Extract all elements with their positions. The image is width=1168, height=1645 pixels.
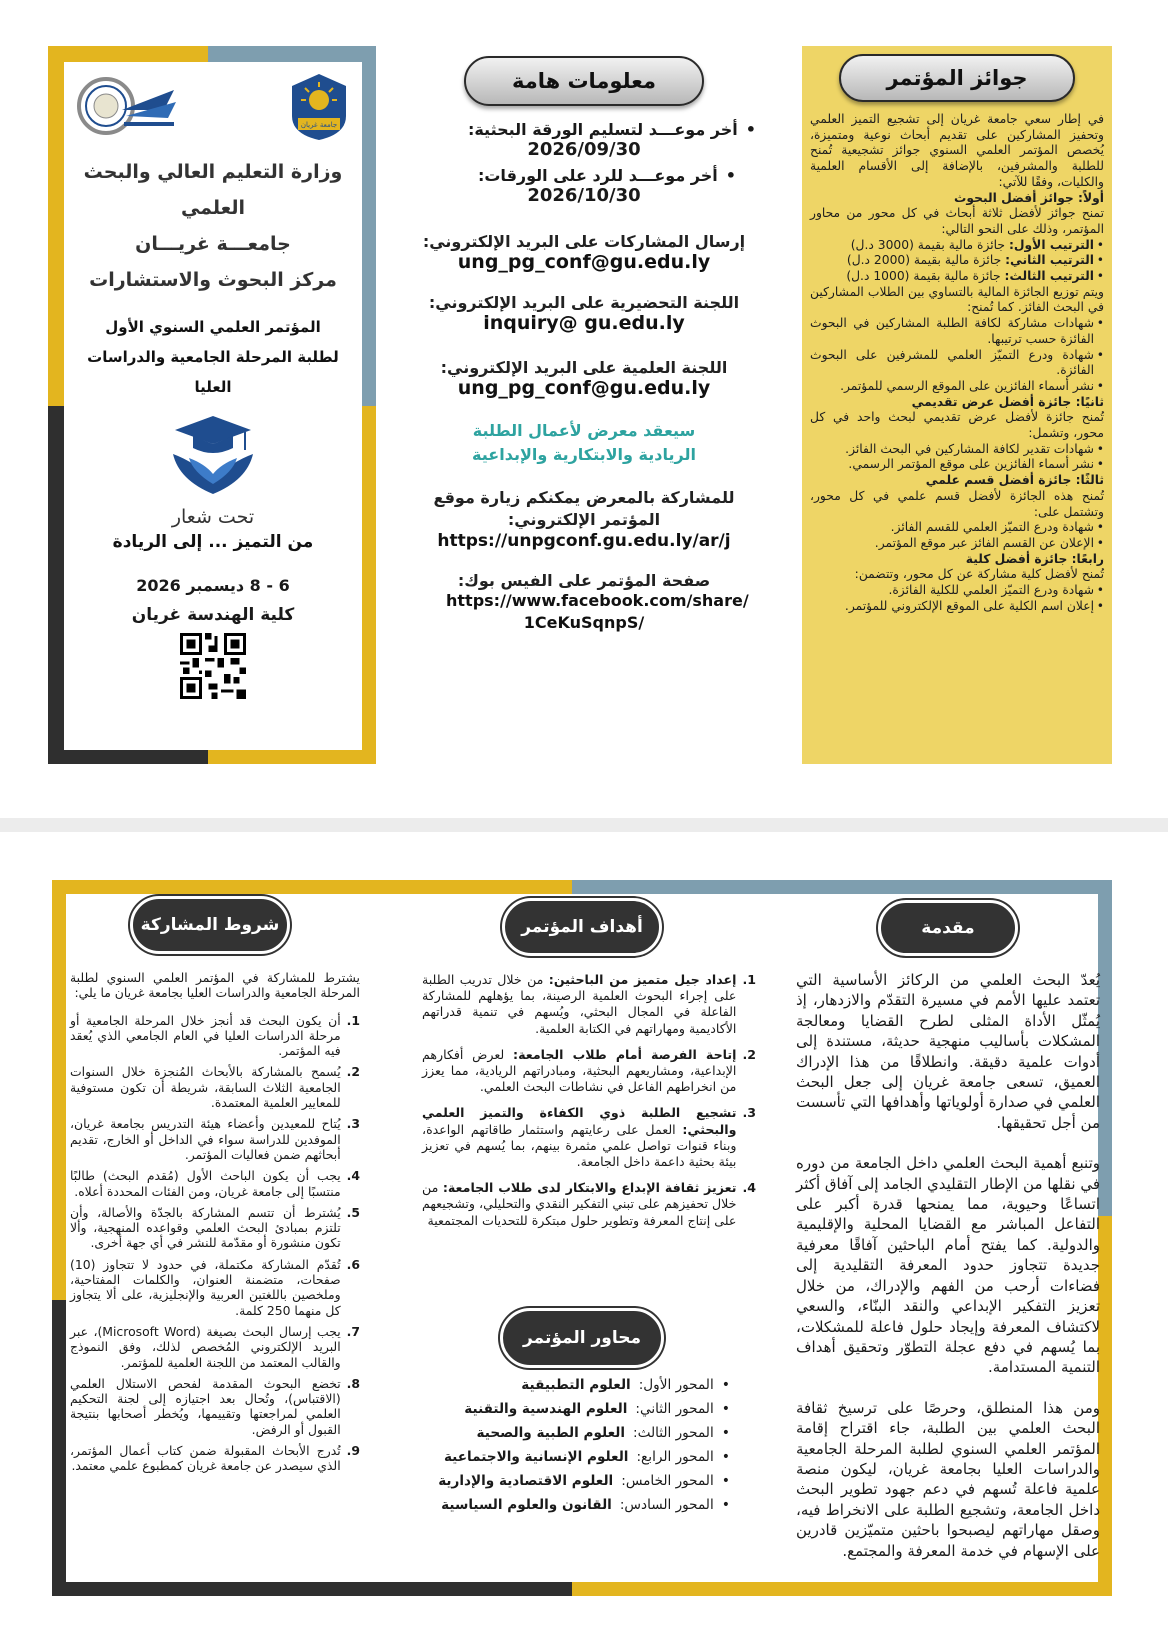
axis-item-1: • المحور الأول: العلوم التطبيقية bbox=[521, 1377, 730, 1393]
frame-gold-bottom bbox=[572, 1582, 1112, 1596]
frame-gold-top bbox=[48, 46, 208, 62]
deadline-1-label: أخر موعـــد لتسليم الورقة البحثية: bbox=[467, 120, 738, 139]
qr-code-icon[interactable] bbox=[180, 633, 246, 699]
awards-title: جوائز المؤتمر bbox=[839, 54, 1075, 102]
award-1-benefits bbox=[810, 316, 1104, 395]
facebook-label: صفحة المؤتمر على الفيس بوك: bbox=[457, 571, 711, 590]
list-item: • إعلان اسم الكلية على الموقع الإلكتروني للمؤتمر. bbox=[810, 599, 1104, 615]
frame-dark-left bbox=[48, 406, 64, 764]
scientific-committee-block bbox=[412, 358, 756, 399]
conditions-title: شروط المشاركة bbox=[130, 896, 290, 954]
deadline-2-label: أخر موعـــد للرد على الورقات: bbox=[477, 166, 718, 185]
conference-venue: كلية الهندسة غريان bbox=[131, 605, 295, 625]
slogan-label: تحت شعار bbox=[171, 506, 255, 528]
goal-item-3: 3. تشجيع الطلبة ذوي الكفاءة والتميز العلمي والبحثي: العمل على رعايتهم واستثمار طاقاتهم الواعدة، وبناء قنوات تواصل علمي مثمرة بينهم، بما يُسهم في تعزيز بيئة بحثية داعمة داخل الجامعة. bbox=[422, 1105, 756, 1170]
award-2-benefits bbox=[810, 442, 1104, 473]
list-item: • نشر أسماء الفائزين على موقع المؤتمر الرسمي. bbox=[810, 457, 1104, 473]
brochure-outer-sheet bbox=[0, 0, 1168, 818]
conference-title: المؤتمر العلمي السنوي الأول bbox=[105, 318, 321, 336]
award-1-title: أولاً: جوائز أفضل البحوث bbox=[954, 190, 1104, 205]
goals-list bbox=[422, 972, 756, 1239]
frame-gold-right bbox=[1098, 1216, 1112, 1596]
introduction-title: مقدمة bbox=[878, 900, 1018, 956]
website-label: للمشاركة بالمعرض يمكنكم زيارة موقع المؤتمر الإلكتروني: bbox=[433, 488, 735, 529]
awards-body bbox=[810, 112, 1104, 615]
frame-gold-left bbox=[52, 880, 66, 1300]
prep-committee-block bbox=[412, 293, 756, 334]
axes-title: محاور المؤتمر bbox=[500, 1308, 664, 1368]
awards-panel bbox=[802, 46, 1112, 764]
goal-item-4: 4. تعزيز ثقافة الإبداع والابتكار لدى طلاب الجامعة: من خلال تحفيزهم على تبني التفكير النقدي والتحليلي، وتشجيعهم على إنتاج المعرفة وتطوير حلول مبتكرة للتحديات المجتمعية bbox=[422, 1180, 756, 1228]
university-shield-logo bbox=[288, 72, 350, 142]
deadline-2: • أخر موعـــد للرد على الورقات: 2026/10/30 bbox=[412, 166, 756, 206]
axis-item-6: • المحور السادس: القانون والعلوم السياسية bbox=[441, 1497, 730, 1513]
goal-item-2: 2. إتاحة الفرصة أمام طلاب الجامعة: لعرض أفكارهم الإبداعية، ومشاريعهم البحثية، ومبادراتهم الريادية، مما يعزز من انخراطهم الفاعل في نشاطات البحث العلمي. bbox=[422, 1046, 756, 1095]
submission-email-block bbox=[412, 232, 756, 273]
axis-item-3: • المحور الثالث: العلوم الطبية والصحية bbox=[476, 1425, 730, 1441]
slogan-text: من التميز ... إلى الريادة bbox=[112, 532, 314, 552]
list-item: • شهادات تقدير لكافة المشاركين في البحث الفائز. bbox=[810, 442, 1104, 458]
frame-gold-left bbox=[48, 46, 64, 406]
award-3-title: ثالثًا: جائزة أفضل قسم علمي bbox=[925, 473, 1104, 488]
condition-item-8: 8. تخضع البحوث المقدمة لفحص الاستلال العلمي (الاقتباس)، وتُحال بعد اجتيازه إلى لجنة التحكيم العلمي لمراجعتها وتقييمها، ويُخطر أصحابها بنتيجة القبول أو الرفض. bbox=[70, 1375, 360, 1437]
award-2-desc: تُمنح جائزة لأفضل عرض تقديمي لبحث واحد في كل محور، وتشمل: bbox=[810, 410, 1104, 441]
condition-item-4: 4. يجب أن يكون الباحث الأول (مُقدم البحث) طالبًا منتسبًا إلى جامعة غريان، ومن الفئات المحددة أعلاه. bbox=[70, 1168, 360, 1199]
brochure-inner-sheet bbox=[0, 832, 1168, 1645]
award-3-desc: تُمنح هذه الجائزة لأفضل قسم علمي في كل محور، وتشتمل على: bbox=[810, 488, 1104, 519]
award-1-ranks bbox=[810, 238, 1104, 285]
frame-dark-left bbox=[52, 1300, 66, 1596]
facebook-link[interactable]: https://www.facebook.com/share/ 1CeKuSqnpS/ bbox=[446, 591, 749, 632]
conditions-list bbox=[70, 970, 360, 1480]
important-info-title: معلومات هامة bbox=[464, 56, 704, 106]
frame-dark-bottom bbox=[52, 1582, 572, 1596]
frame-steel-right bbox=[1098, 880, 1112, 1216]
research-center-logo bbox=[72, 72, 182, 142]
axis-item-4: • المحور الرابع: العلوم الإنسانية والاجتماعية bbox=[443, 1449, 730, 1465]
important-info-panel bbox=[412, 50, 756, 634]
frame-gold-top bbox=[52, 880, 572, 894]
introduction-body bbox=[796, 970, 1100, 1561]
svg-text:جامعة غريان: جامعة غريان bbox=[300, 121, 338, 129]
condition-item-1: 1. أن يكون البحث قد أنجز خلال المرحلة الجامعية أو مرحلة الدراسات العليا في العام الجامعي الذي يُعقد فيه المؤتمر. bbox=[70, 1012, 360, 1059]
list-item: • الإعلان عن القسم الفائز عبر موقع المؤتمر. bbox=[810, 536, 1104, 552]
scientific-committee-email-link[interactable]: ung_pg_conf@gu.edu.ly bbox=[457, 377, 711, 399]
rank-1-item: • الترتيب الأول: جائزة مالية بقيمة (3000 د.ل) bbox=[810, 238, 1104, 254]
goal-item-1: 1. إعداد جيل متميز من الباحثين: من خلال تدريب الطلبة على إجراء البحوث العلمية الرصينة، بما يؤهلهم للمشاركة الفاعلة في المجال البحثي، ويُسهم في تنمية قدراتهم الأكاديمية ومهاراتهم في الكتابة العلمية. bbox=[422, 972, 756, 1036]
intro-paragraph-2: وتنبع أهمية البحث العلمي داخل الجامعة من دوره في نقلها من الإطار التقليدي الجامد إلى آفاق أكثر اتساعًا وحيوية، مما يمنحها قدرة أكبر على التفاعل المباشر مع القضايا المحلية والإقليمية والدولية. كما يفتح أمام الباحثين آفاقًا معرفية جديدة تتجاوز حدود المعرفة التقليدية إلى فضاءات أرحب من الفهم والإدراك، من خلال تعزيز التفكير الإبداعي والنقد البنّاء، والسعي لاكتشاف المعرفة وإيجاد حلول فاعلة للمشكلات، بما يُسهم في دفع عجلة التطوّر وتحقيق أهداف التنمية المستدامة. bbox=[796, 1154, 1100, 1377]
cover-logos bbox=[64, 62, 362, 148]
condition-item-9: 9. تُدرج الأبحاث المقبولة ضمن كتاب أعمال المؤتمر، الذي سيصدر عن جامعة غريان كمطبوع علمي معتمد. bbox=[70, 1443, 360, 1474]
award-3-benefits bbox=[810, 520, 1104, 551]
intro-paragraph-3: ومن هذا المنطلق، وحرصًا على ترسيخ ثقافة البحث العلمي بين الطلبة، جاء اقتراح إقامة المؤتمر العلمي السنوي لطلبة المرحلة الجامعية والدراسات العليا بجامعة غريان، ليكون منصة علمية فاعلة تُسهم في دعم جهود تطوير البحث داخل الجامعة، وتشجيع الطلبة على الانخراط فيه، وصقل مهاراتهم ليصبحوا باحثين متميّزين قادرين على الإسهام في خدمة المعرفة والمجتمع. bbox=[796, 1398, 1100, 1560]
website-link[interactable]: https://unpgconf.gu.edu.ly/ar/j bbox=[437, 531, 731, 551]
axis-item-5: • المحور الخامس: العلوم الاقتصادية والإدارية bbox=[438, 1473, 730, 1489]
exhibition-notice: سيعقد معرض لأعمال الطلبة الريادية والابتكارية والإبداعية bbox=[472, 421, 696, 464]
award-2-title: ثانيًا: جائزة أفضل عرض تقديمي bbox=[911, 394, 1104, 409]
goals-title: أهداف المؤتمر bbox=[502, 898, 662, 956]
list-item: • شهادات مشاركة لكافة الطلبة المشاركين في البحوث الفائزة حسب ترتيبها. bbox=[810, 316, 1104, 347]
conference-subtitle: لطلبة المرحلة الجامعية والدراسات العليا bbox=[87, 348, 339, 396]
award-4-benefits bbox=[810, 583, 1104, 614]
ministry-title: وزارة التعليم العالي والبحث العلمي bbox=[83, 161, 343, 219]
frame-steel-right bbox=[362, 46, 376, 406]
list-item: • شهادة ودرع التميّز العلمي للكلية الفائزة. bbox=[810, 583, 1104, 599]
deadline-1: • أخر موعـــد لتسليم الورقة البحثية: 2026/09/30 bbox=[412, 120, 756, 160]
frame-steel-top bbox=[208, 46, 376, 62]
award-4-title: رابعًا: جائزة أفضل كلية bbox=[965, 551, 1104, 566]
frame-gold-right bbox=[362, 406, 376, 764]
prep-committee-label: اللجنة التحضيرية على البريد الإلكتروني: bbox=[428, 293, 740, 312]
frame-dark-bottom bbox=[48, 750, 208, 764]
list-item: • شهادة ودرع التميّز العلمي للمشرفين على البحوث الفائزة. bbox=[810, 348, 1104, 379]
cover-content bbox=[64, 62, 362, 750]
award-1-desc: تمنح جوائز لأفضل ثلاثة أبحاث في كل محور من محاور المؤتمر، وذلك على النحو التالي: bbox=[810, 206, 1104, 236]
deadline-1-value: 2026/09/30 bbox=[527, 139, 641, 160]
graduation-cap-icon bbox=[165, 410, 261, 498]
list-item: • شهادة ودرع التميّز العلمي للقسم الفائز. bbox=[810, 520, 1104, 536]
condition-item-3: 3. يُتاح للمعيدين وأعضاء هيئة التدريس بجامعة غريان، الموفدين للدراسة سواء في الداخل أو الخارج، تقديم أبحاثهم ضمن فعاليات المؤتمر. bbox=[70, 1116, 360, 1162]
submission-email-label: إرسال المشاركات على البريد الإلكتروني: bbox=[422, 232, 746, 251]
axis-item-2: • المحور الثاني: العلوم الهندسية والتقنية bbox=[464, 1401, 730, 1417]
rank-2-item: • الترتيب الثاني: جائزة مالية بقيمة (2000 د.ل) bbox=[810, 253, 1104, 269]
list-item: • نشر أسماء الفائزين على الموقع الرسمي للمؤتمر. bbox=[810, 379, 1104, 395]
intro-paragraph-1: يُعدّ البحث العلمي من الركائز الأساسية التي تعتمد عليها الأمم في مسيرة التقدّم والازدهار، إذ يُمثّل الأداة المثلى لطرح القضايا ومعالجة المشكلات بأساليب منهجية حديثة، مستندة إلى أدوات علمية دقيقة. وانطلاقًا من هذا الإدراك العميق، تسعى جامعة غريان إلى جعل البحث العلمي في صدارة أولوياتها وأهدافها التي تأسست من أجل تحقيقها. bbox=[796, 971, 1100, 1132]
submission-email-link[interactable]: ung_pg_conf@gu.edu.ly bbox=[457, 251, 711, 273]
research-center-name: مركز البحوث والاستشارات bbox=[89, 269, 337, 291]
frame-steel-top bbox=[572, 880, 1112, 894]
conference-dates: 6 - 8 ديسمبر 2026 bbox=[136, 576, 290, 595]
prep-committee-email-link[interactable]: inquiry@ gu.edu.ly bbox=[483, 312, 685, 334]
condition-item-6: 6. تُقدّم المشاركة مكتملة، في حدود لا تتجاوز (10) صفحات، متضمنة العنوان، والكلمات المفتاحية، وملخصين باللغتين العربية والإنجليزية، على ألا يتجاوز كل منهما 250 كلمة. bbox=[70, 1256, 360, 1318]
award-1-note: ويتم توزيع الجائزة المالية بالتساوي بين الطلاب المشاركين في البحث الفائز. كما تُمنح: bbox=[810, 284, 1104, 315]
deadline-2-value: 2026/10/30 bbox=[527, 185, 641, 206]
university-name: جامعـــة غريـــان bbox=[135, 233, 291, 255]
rank-3-item: • الترتيب الثالث: جائزة مالية بقيمة (1000 د.ل) bbox=[810, 269, 1104, 285]
axes-list bbox=[430, 1377, 730, 1521]
condition-item-5: 5. يُشترط أن تتسم المشاركة بالجدّة والأصالة، وأن تلتزم بمبادئ البحث العلمي وقواعده المنهجية، وألا تكون منشورة أو مقدّمة للنشر في أي جهة أخرى. bbox=[70, 1204, 360, 1251]
condition-item-7: 7. يجب إرسال البحث بصيغة (Microsoft Word)، عبر البريد الإلكتروني المُخصص لذلك، وفق النموذج والقالب المعتمد من اللجنة العلمية للمؤتمر. bbox=[70, 1323, 360, 1370]
award-4-desc: تُمنح لأفضل كلية مشاركة عن كل محور، وتتضمن: bbox=[854, 567, 1104, 582]
frame-gold-bottom bbox=[208, 750, 376, 764]
awards-intro: في إطار سعي جامعة غريان إلى تشجيع التميز العلمي وتحفيز المشاركين على تقديم أبحاث نوعية ومتميزة، يُخصص المؤتمر العلمي السنوي جوائز تشجيعية تُمنح للطلبة والمشرفين، بالإضافة إلى الأقسام العلمية والكليات، وفقًا للآتي: bbox=[810, 112, 1104, 189]
condition-item-2: 2. يُسمح بالمشاركة بالأبحاث المُنجزة خلال السنوات الجامعية الثلاث السابقة، شريطة أن تكون مستوفية للمعايير العلمية المعتمدة. bbox=[70, 1064, 360, 1111]
conditions-intro: يشترط للمشاركة في المؤتمر العلمي السنوي لطلبة المرحلة الجامعية والدراسات العليا بجامعة غريان ما يلي: bbox=[70, 970, 360, 1001]
scientific-committee-label: اللجنة العلمية على البريد الإلكتروني: bbox=[440, 358, 728, 377]
